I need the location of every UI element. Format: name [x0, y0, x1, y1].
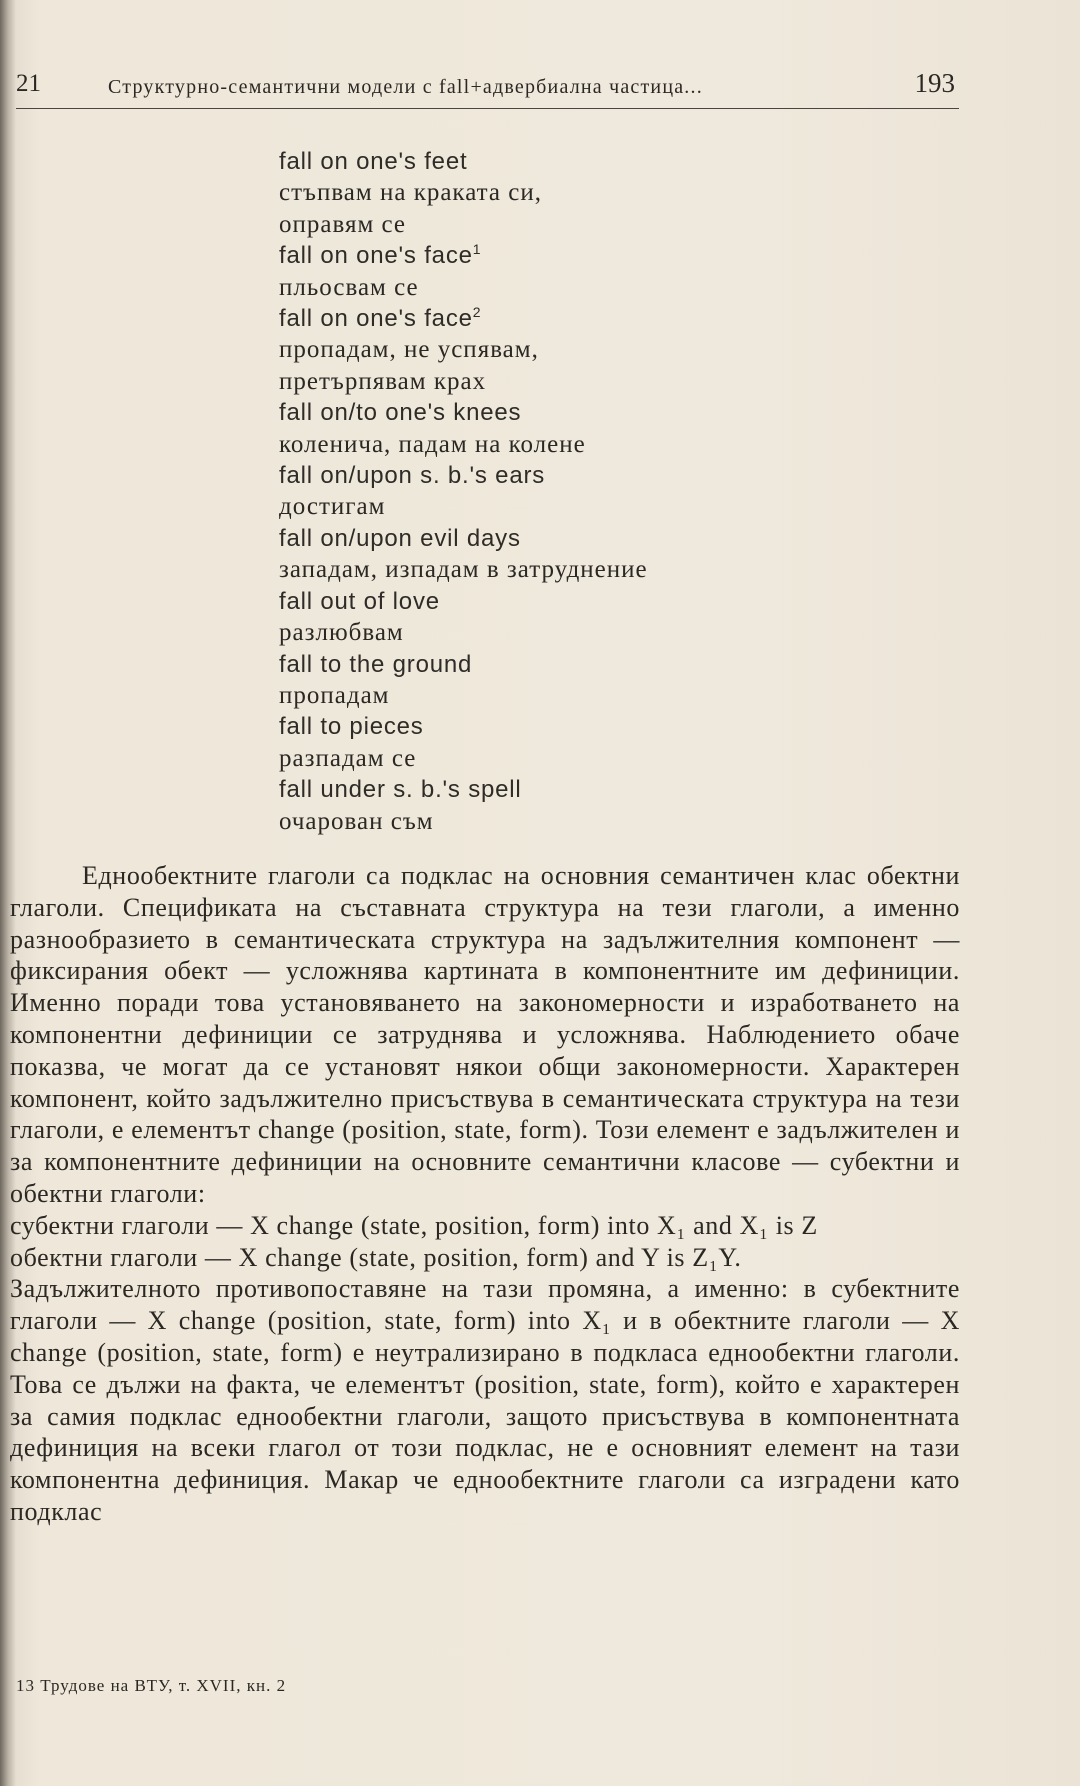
page-number: 193: [914, 68, 955, 98]
glossary-translation: очарован съм: [279, 807, 434, 835]
running-header: [16, 68, 959, 109]
glossary-translation: пльосвам се: [279, 273, 419, 301]
formula-line-subject-verbs: субектни глаголи — X change (state, position, form) into X₁ and X₁ is Z: [10, 1210, 818, 1240]
signature-footer: 13 Трудове на ВТУ, т. XVII, кн. 2: [16, 1676, 287, 1695]
glossary-translation: претърпявам крах: [279, 367, 487, 395]
paragraph: Еднообектните глаголи са подклас на основния семантичен клас обектни глаголи. Спецификата на съставната структура на тези глаголи, а именно разнообразието в семантическата структура на задължителния компонент — фиксирания обект — усложнява картината в компонентните им дефиниции. Именно поради това установяването на закономерности и изработването на компонентни дефиниции се затруднява и усложнява. Наблюдението обаче показва, че могат да се установят някои общи закономерности. Характерен компонент, който задължително присъствува в семантическата структура на тези глаголи, е елементът change (position, state, form). Този елемент е задължителен и за компонентните дефиниции на основните семантични класове — субектни и обектни глаголи:: [10, 861, 960, 1208]
glossary-term: fall on/upon evil days: [279, 524, 521, 552]
glossary-term: fall on/upon s. b.'s ears: [279, 462, 546, 490]
paragraph: Задължителното противопоставяне на тази промяна, а именно: в субектните глаголи — X change (position, state, form) into X₁ и в обектните глаголи — X change (position, state, form) е неутрализирано в подкласа еднообектни глаголи. Това се дължи на факта, че елементът (position, state, form), който е характерен за самия подклас еднообектни глаголи, защото присъствува в компонентната дефиниция на всеки глагол от този подклас, не е основният елемент на тази компонентна дефиниция. Макар че еднообектните глаголи са изградени като подклас: [10, 1274, 960, 1526]
glossary-term: fall out of love: [279, 587, 440, 615]
glossary-translation: разпадам се: [279, 744, 417, 772]
footnote-mark: 1: [472, 241, 482, 258]
glossary-translation: пропадам, не успявам,: [279, 336, 539, 364]
glossary-translation: разлюбвам: [279, 619, 404, 647]
body-text: [10, 860, 960, 1528]
glossary-term: fall on one's feet: [279, 148, 468, 175]
page-edge-number: 21: [16, 70, 41, 97]
glossary-translation: пропадам: [279, 681, 390, 709]
glossary-translation: достигам: [279, 493, 386, 521]
phrase-glossary: [279, 146, 979, 837]
glossary-term: fall to the ground: [279, 650, 473, 678]
running-title: Структурно-семантични модели с fall+адвербиална частица...: [108, 76, 703, 98]
footnote-mark: 2: [472, 304, 482, 321]
glossary-translation: оправям се: [279, 210, 407, 238]
glossary-term: fall under s. b.'s spell: [279, 776, 522, 804]
glossary-term: fall on/to one's knees: [279, 399, 522, 427]
formula-line-object-verbs: обектни глаголи — X change (state, position, form) and Y is Z₁Y.: [10, 1242, 742, 1272]
glossary-translation: западам, изпадам в затруднение: [279, 556, 648, 584]
glossary-term: fall on one's face$^2$: [279, 304, 482, 333]
glossary-translation: коленича, падам на колене: [279, 430, 586, 458]
glossary-term: fall on one's face$^1$: [279, 241, 482, 270]
glossary-translation: стъпвам на краката си,: [279, 179, 542, 207]
glossary-term: fall to pieces: [279, 713, 424, 741]
